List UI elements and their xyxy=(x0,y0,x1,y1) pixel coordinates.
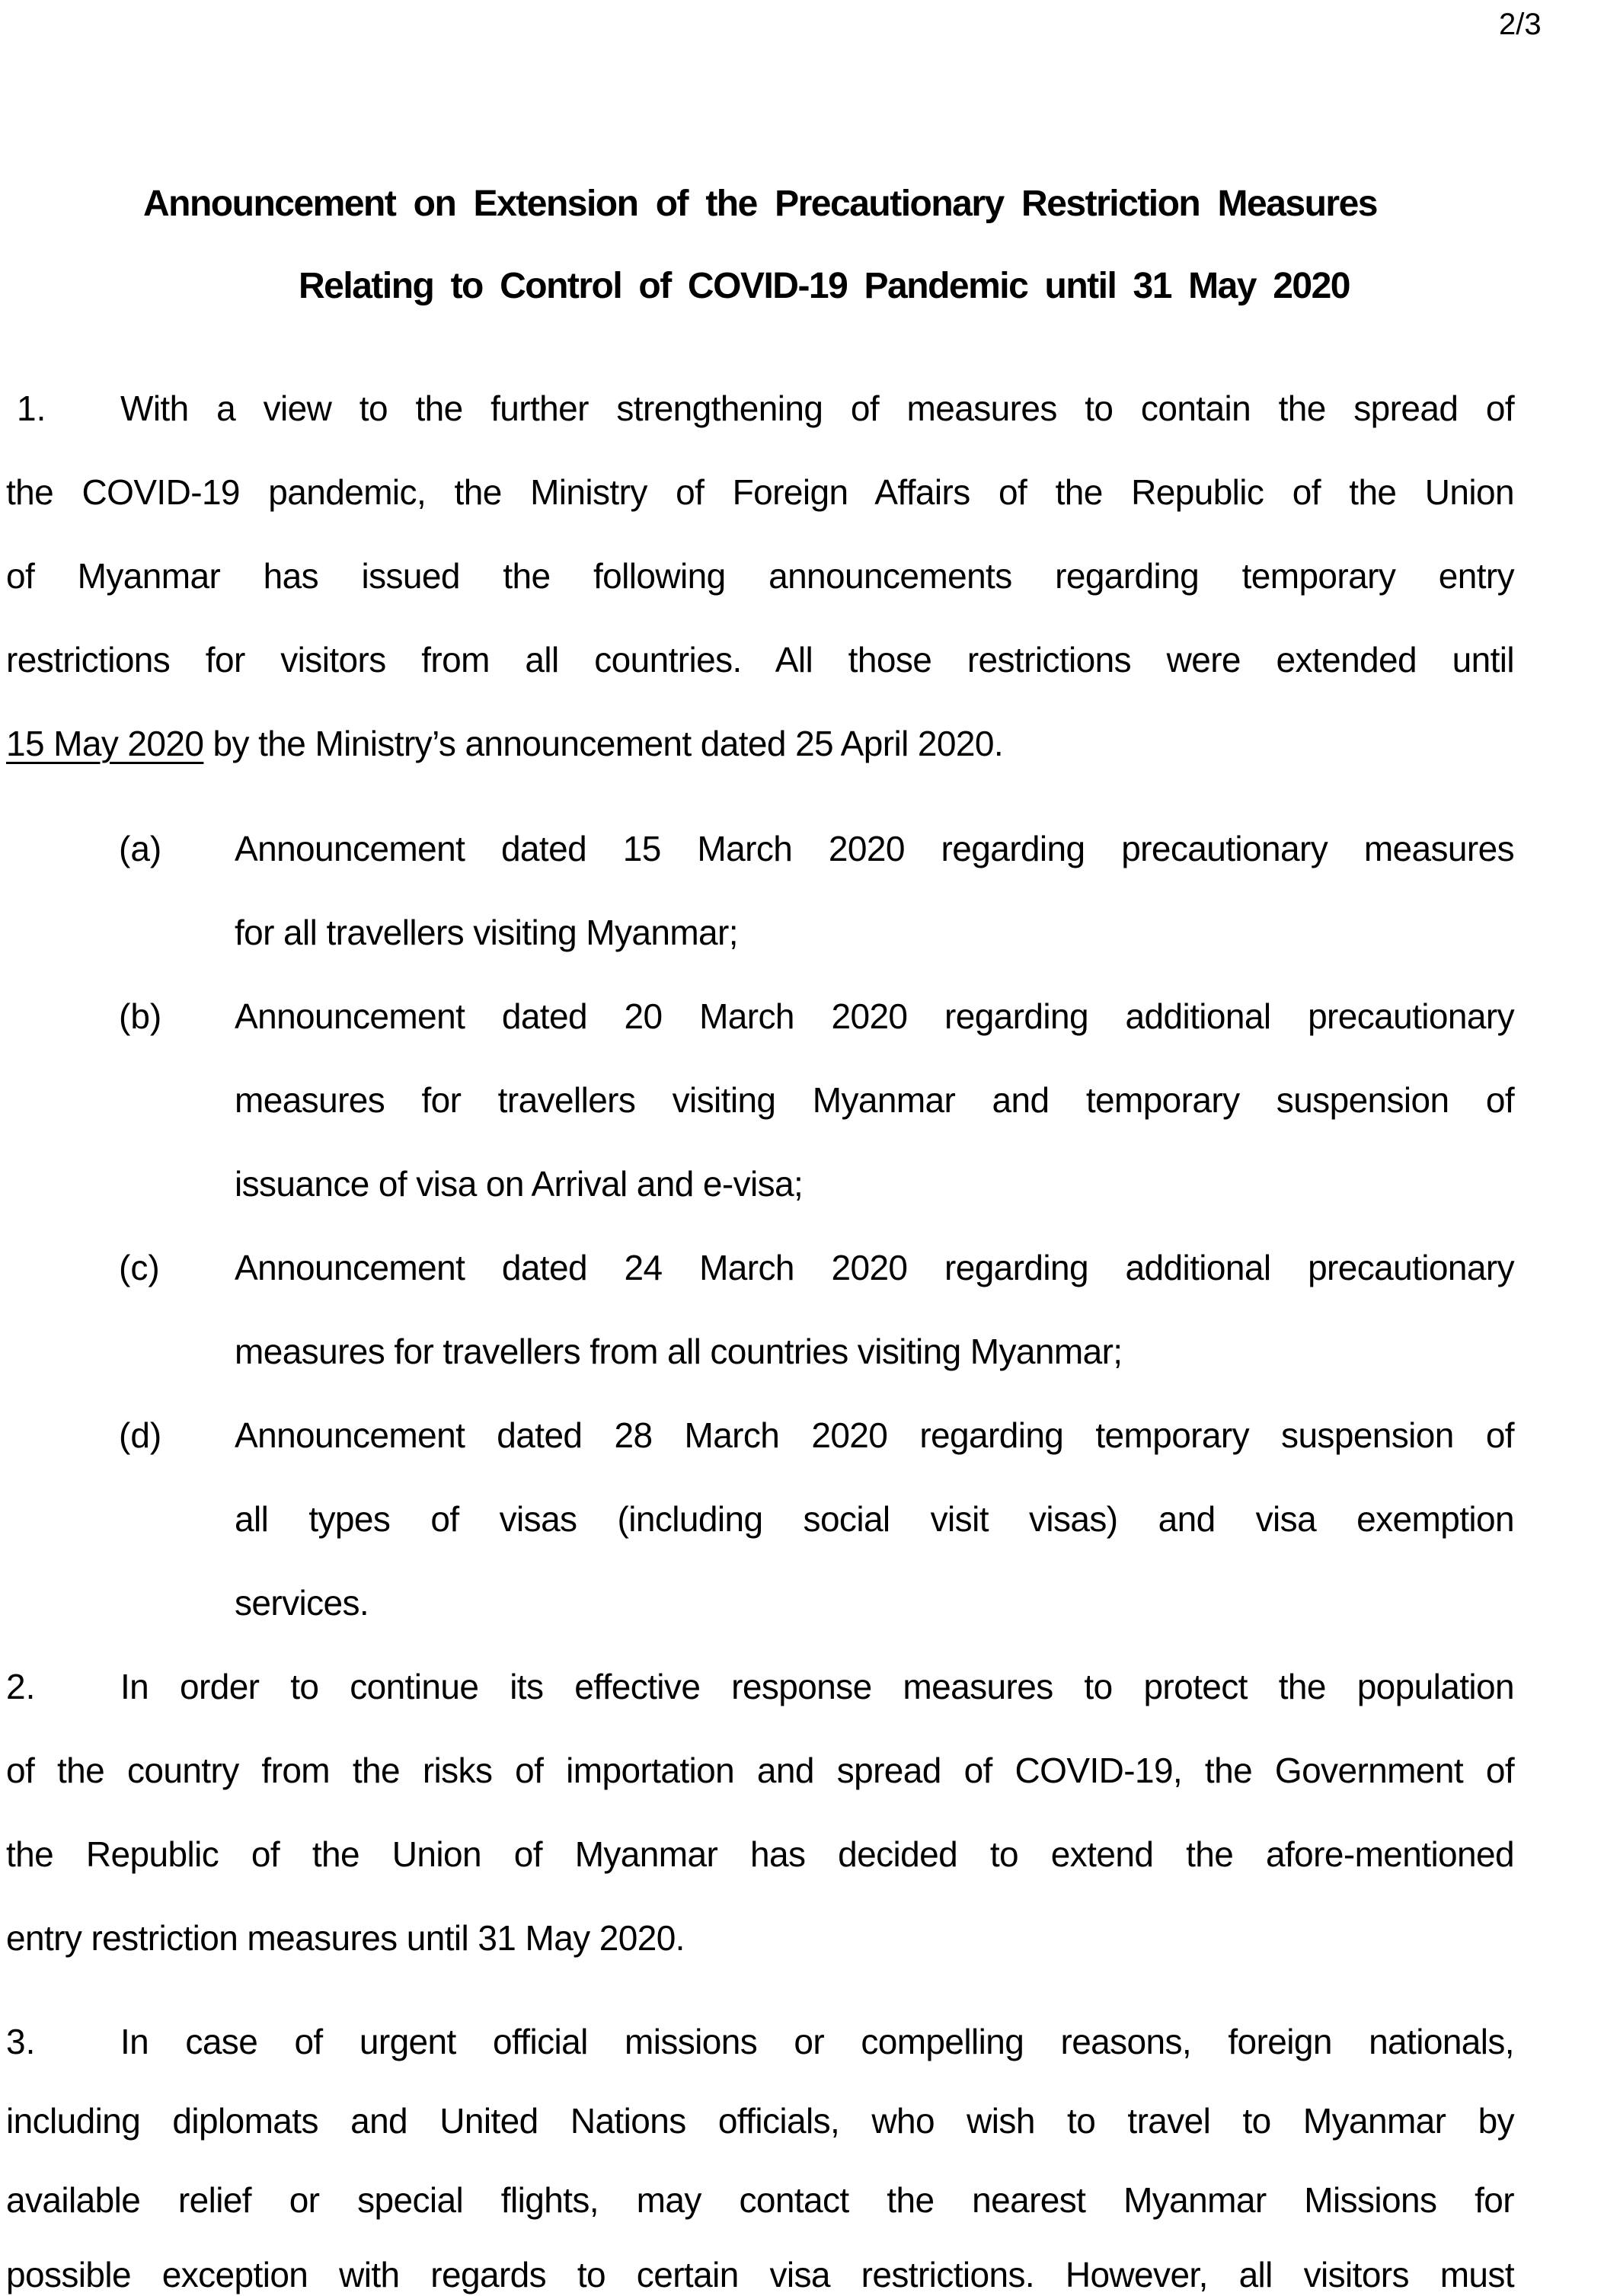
paragraph-line: including diplomats and United Nations officials, who wish to travel to Myanmar by xyxy=(6,2101,1514,2141)
paragraph-number: 2. xyxy=(6,1667,36,1706)
list-item-line: Announcement dated 24 March 2020 regarding additional precautionary xyxy=(235,1248,1514,1287)
list-item-label: (c) xyxy=(119,1248,160,1287)
title-line-2: Relating to Control of COVID-19 Pandemic until 31 May 2020 xyxy=(299,266,1350,306)
list-item-line: for all travellers visiting Myanmar; xyxy=(235,913,738,952)
paragraph-number: 3. xyxy=(6,2022,36,2061)
list-item-line: all types of visas (including social visit visas) and visa exemption xyxy=(235,1499,1514,1539)
paragraph-line: With a view to the further strengthening of measures to contain the spread of xyxy=(120,389,1514,428)
list-item-line: Announcement dated 20 March 2020 regarding additional precautionary xyxy=(235,996,1514,1036)
title-line-1: Announcement on Extension of the Precautionary Restriction Measures xyxy=(143,184,1377,224)
paragraph-line: In order to continue its effective response measures to protect the population xyxy=(120,1667,1514,1706)
underlined-date: 15 May 2020 xyxy=(6,724,204,763)
list-item-line: services. xyxy=(235,1583,369,1623)
paragraph-line: entry restriction measures until 31 May 2020. xyxy=(6,1918,685,1958)
paragraph-line: In case of urgent official missions or compelling reasons, foreign nationals, xyxy=(120,2022,1514,2061)
paragraph-line: of the country from the risks of importation and spread of COVID-19, the Government of xyxy=(6,1751,1514,1790)
list-item-line: Announcement dated 15 March 2020 regarding precautionary measures xyxy=(235,829,1514,868)
list-item-label: (a) xyxy=(119,829,162,868)
paragraph-line xyxy=(6,722,1003,765)
list-item-line: issuance of visa on Arrival and e-visa; xyxy=(235,1164,804,1204)
paragraph-line: available relief or special flights, may contact the nearest Myanmar Missions for xyxy=(6,2180,1514,2220)
paragraph-line: possible exception with regards to certain visa restrictions. However, all visitors must xyxy=(6,2255,1514,2294)
paragraph-number: 1. xyxy=(17,389,46,428)
paragraph-line: the Republic of the Union of Myanmar has decided to extend the afore-mentioned xyxy=(6,1834,1514,1874)
paragraph-line: restrictions for visitors from all countries. All those restrictions were extended until xyxy=(6,640,1514,680)
list-item-line: Announcement dated 28 March 2020 regarding temporary suspension of xyxy=(235,1415,1514,1455)
list-item-line: measures for travellers from all countries visiting Myanmar; xyxy=(235,1332,1123,1371)
list-item-label: (d) xyxy=(119,1415,162,1455)
paragraph-line: of Myanmar has issued the following announcements regarding temporary entry xyxy=(6,556,1514,596)
page-number: 2/3 xyxy=(1499,8,1542,41)
list-item-line: measures for travellers visiting Myanmar and temporary suspension of xyxy=(235,1080,1514,1120)
paragraph-line: the COVID-19 pandemic, the Ministry of Foreign Affairs of the Republic of the Union xyxy=(6,472,1514,512)
paragraph-text: by the Ministry’s announcement dated 25 April 2020. xyxy=(203,724,1003,763)
list-item-label: (b) xyxy=(119,996,162,1036)
